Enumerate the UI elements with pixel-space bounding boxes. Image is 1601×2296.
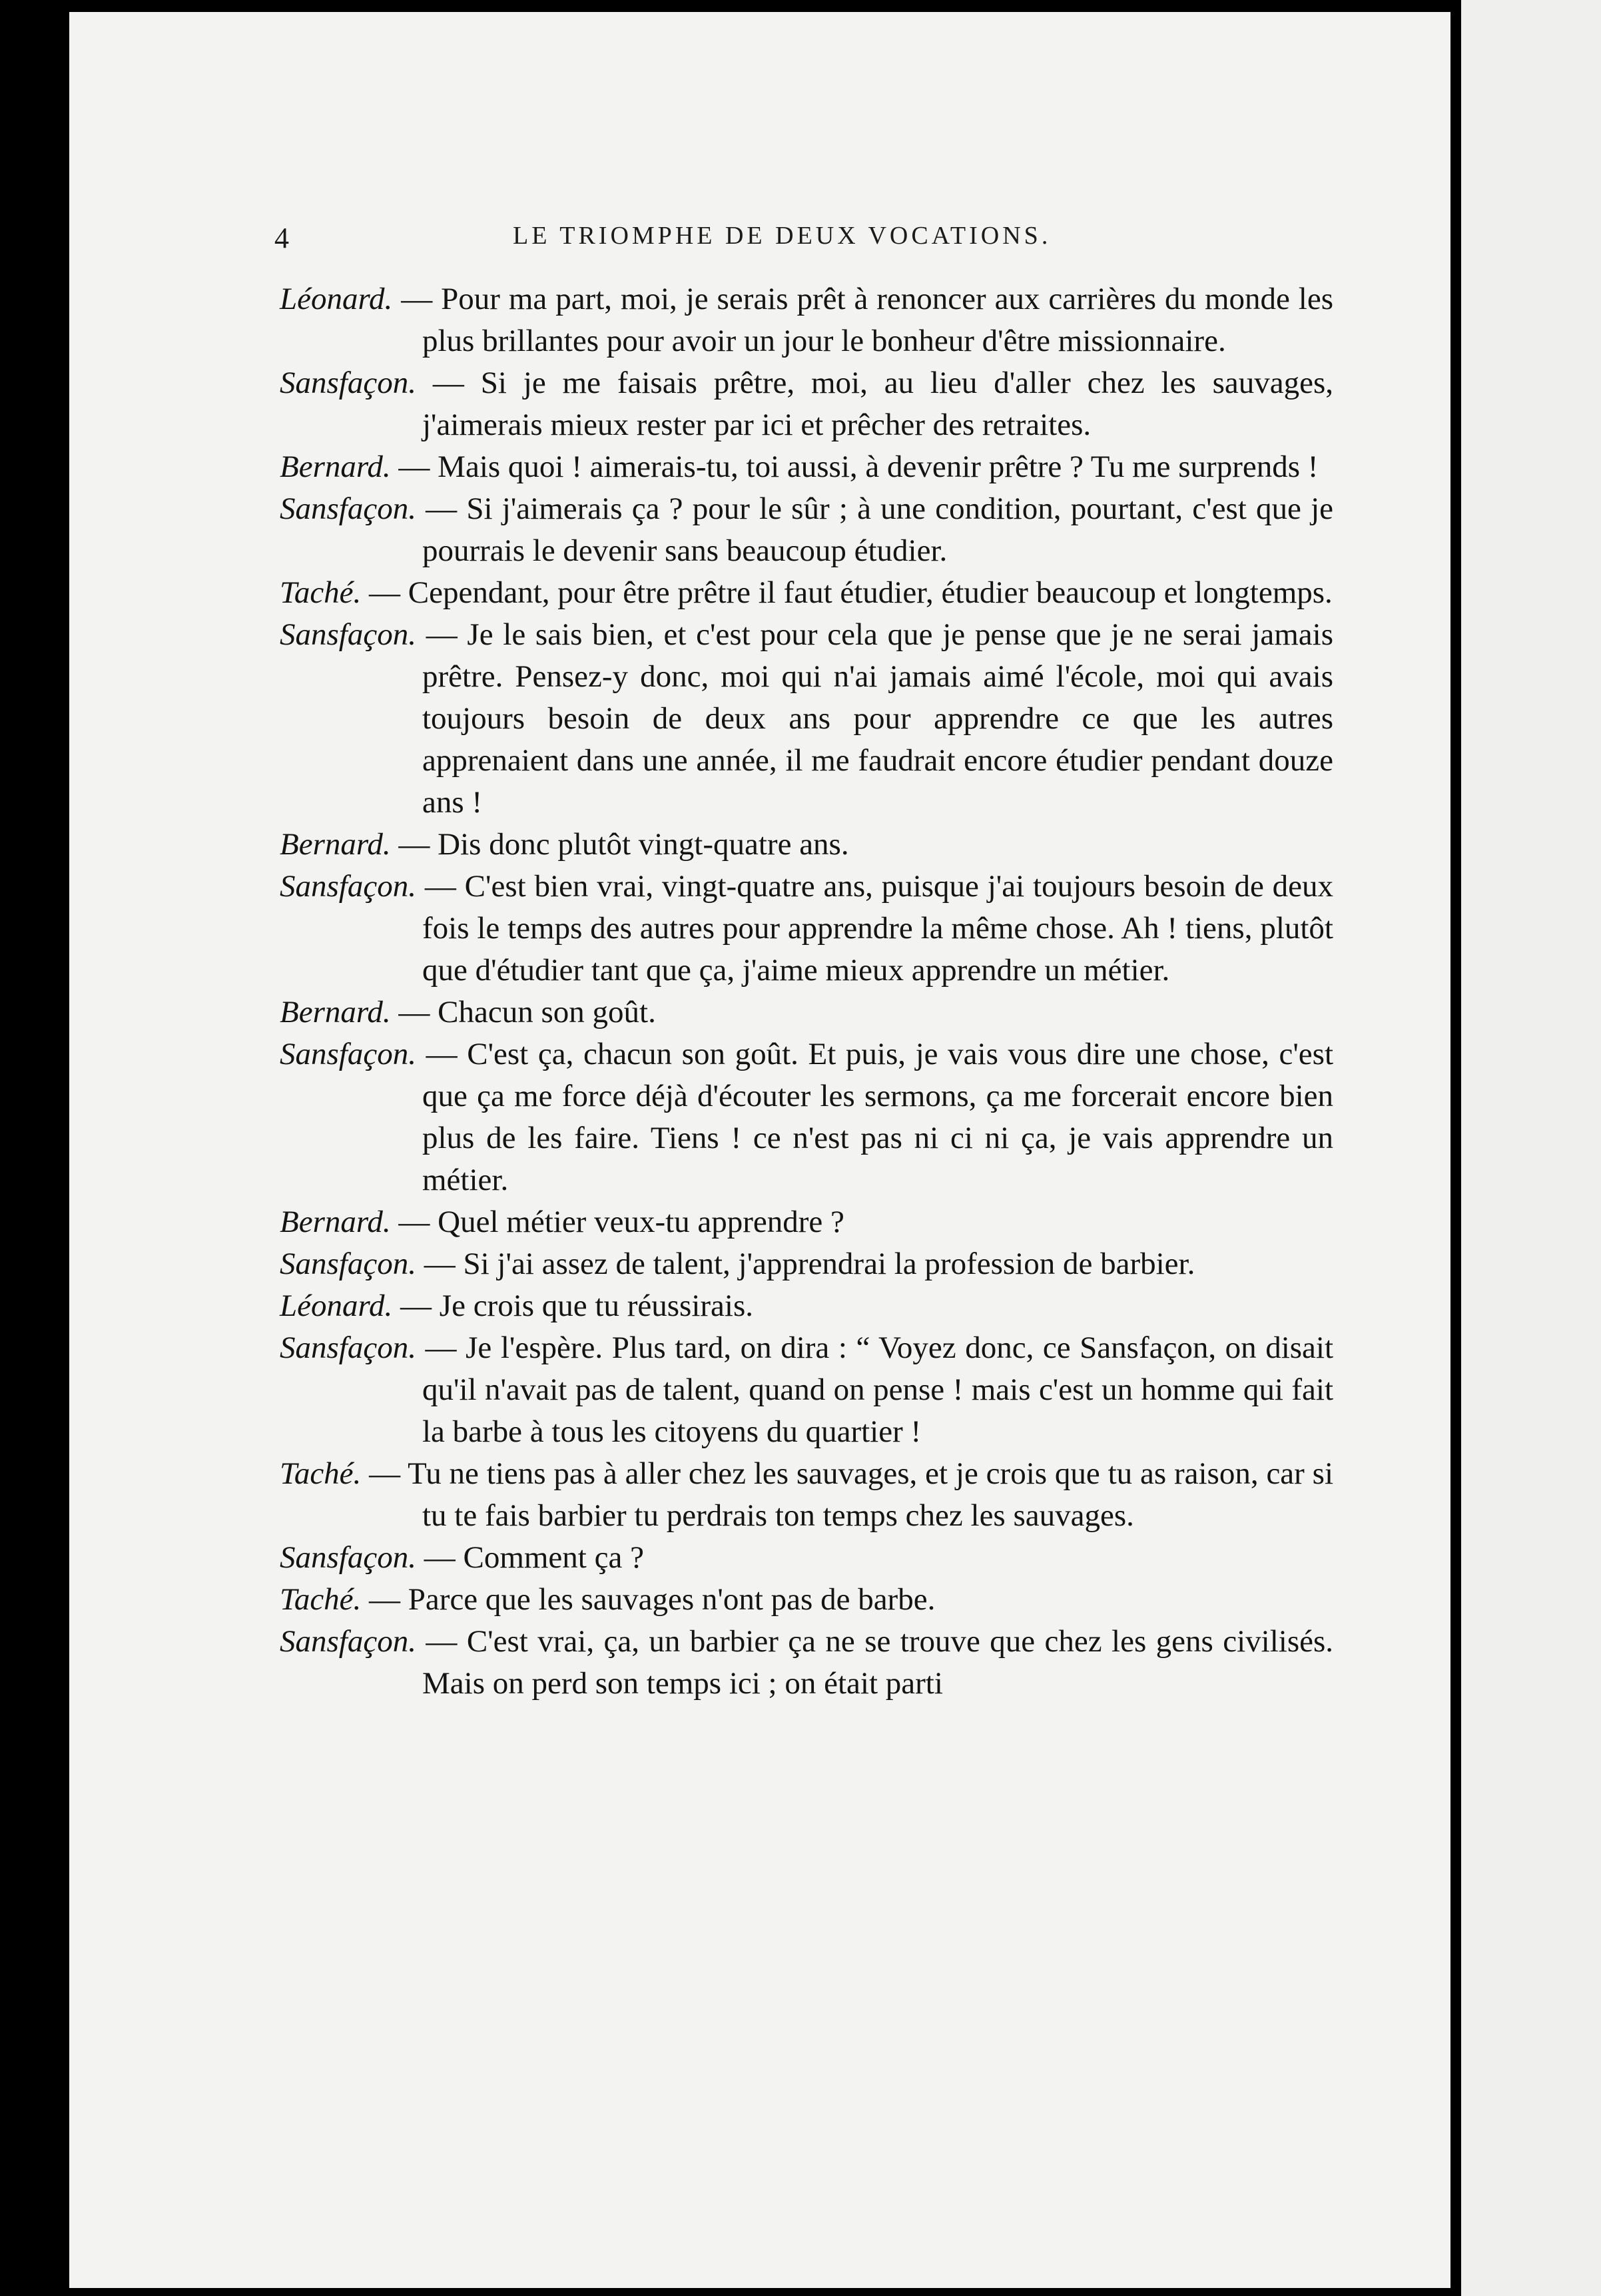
speaker-name: Sansfaçon. xyxy=(280,1624,416,1659)
dialogue-dash: — xyxy=(432,366,464,400)
speech-text: Je crois que tu réussirais. xyxy=(439,1289,753,1323)
dialogue-speech xyxy=(280,824,1333,866)
dialogue-speech xyxy=(280,992,1333,1033)
speaker-name: Sansfaçon. xyxy=(280,1330,416,1365)
dialogue-dash: — xyxy=(398,449,430,484)
dialogue-dash: — xyxy=(369,1456,401,1491)
dialogue-dash: — xyxy=(424,1247,456,1281)
speech-text: Comment ça ? xyxy=(463,1540,644,1575)
speech-text: Quel métier veux-tu apprendre ? xyxy=(438,1205,844,1239)
dialogue-speech xyxy=(280,1327,1333,1453)
dialogue-dash: — xyxy=(424,869,456,904)
speaker-name: Bernard. xyxy=(280,1205,391,1239)
speaker-name: Bernard. xyxy=(280,827,391,862)
speech-text: Cependant, pour être prêtre il faut étudier, étudier beaucoup et longtemps. xyxy=(408,575,1333,610)
speaker-name: Taché. xyxy=(280,1456,362,1491)
dialogue-dash: — xyxy=(369,1582,401,1617)
speaker-name: Sansfaçon. xyxy=(280,617,416,652)
dialogue-speech xyxy=(280,488,1333,572)
speech-text: C'est bien vrai, vingt-quatre ans, puisque j'ai toujours besoin de deux fois le temps des autres pour apprendre la même chose. Ah ! tiens, plutôt que d'étudier tant que ça, j'aime mieux apprendre un métier. xyxy=(422,869,1334,988)
dialogue-dash: — xyxy=(398,827,430,862)
dialogue-speech xyxy=(280,614,1333,824)
speech-text: Dis donc plutôt vingt-quatre ans. xyxy=(438,827,849,862)
speaker-name: Taché. xyxy=(280,1582,362,1617)
speaker-name: Sansfaçon. xyxy=(280,1540,416,1575)
speaker-name: Léonard. xyxy=(280,282,393,316)
speaker-name: Sansfaçon. xyxy=(280,869,416,904)
dialogue-dash: — xyxy=(401,282,433,316)
dialogue-dash: — xyxy=(424,1540,456,1575)
dialogue-speech xyxy=(280,1537,1333,1579)
speech-text: Si je me faisais prêtre, moi, au lieu d'aller chez les sauvages, j'aimerais mieux rester par ici et prêcher des retraites. xyxy=(422,366,1334,442)
speaker-name: Bernard. xyxy=(280,995,391,1029)
speech-text: Pour ma part, moi, je serais prêt à renoncer aux carrières du monde les plus brillantes pour avoir un jour le bonheur d'être missionnaire. xyxy=(422,282,1333,358)
dialogue-speech xyxy=(280,446,1333,488)
speaker-name: Taché. xyxy=(280,575,362,610)
speech-text: Si j'aimerais ça ? pour le sûr ; à une condition, pourtant, c'est que je pourrais le devenir sans beaucoup étudier. xyxy=(422,491,1333,568)
dialogue-speech xyxy=(280,278,1333,362)
dialogue-dash: — xyxy=(398,1205,430,1239)
speaker-name: Sansfaçon. xyxy=(280,366,416,400)
dialogue-dash: — xyxy=(369,575,401,610)
running-title: LE TRIOMPHE DE DEUX VOCATIONS. xyxy=(513,222,1052,250)
dialogue-speech xyxy=(280,1033,1333,1201)
dialogue-speech xyxy=(280,1453,1333,1537)
speech-text: Mais quoi ! aimerais-tu, toi aussi, à devenir prêtre ? Tu me surprends ! xyxy=(438,449,1319,484)
speaker-name: Bernard. xyxy=(280,449,391,484)
dialogue-speech xyxy=(280,1201,1333,1243)
dialogue-dash: — xyxy=(425,1330,457,1365)
speaker-name: Sansfaçon. xyxy=(280,1247,416,1281)
dialogue-speech xyxy=(280,572,1333,614)
dialogue-speech xyxy=(280,1621,1333,1705)
dialogue-speech xyxy=(280,1579,1333,1621)
speech-text: C'est vrai, ça, un barbier ça ne se trouve que chez les gens civilisés. Mais on perd son temps ici ; on était parti xyxy=(422,1624,1334,1701)
dialogue-dash: — xyxy=(426,1037,458,1071)
speaker-name: Sansfaçon. xyxy=(280,491,416,526)
speech-text: Chacun son goût. xyxy=(438,995,656,1029)
dialogue-speech xyxy=(280,1243,1333,1285)
dialogue-speech xyxy=(280,866,1333,992)
speech-text: Je l'espère. Plus tard, on dira : “ Voyez donc, ce Sansfaçon, on disait qu'il n'avait pas de talent, quand on pense ! mais c'est un homme qui fait la barbe à tous les citoyens du quartier ! xyxy=(422,1330,1334,1449)
speaker-name: Sansfaçon. xyxy=(280,1037,416,1071)
speech-text: Tu ne tiens pas à aller chez les sauvages, et je crois que tu as raison, car si tu te fais barbier tu perdrais ton temps chez les sauvages. xyxy=(408,1456,1334,1533)
dialogue-dash: — xyxy=(426,491,458,526)
speech-text: C'est ça, chacun son goût. Et puis, je vais vous dire une chose, c'est que ça me force déjà d'écouter les sermons, ça me forcerait encore bien plus de les faire. Tiens ! ce n'est pas ni ci ni ça, je vais apprendre un métier. xyxy=(422,1037,1333,1197)
speaker-name: Léonard. xyxy=(280,1289,393,1323)
speech-text: Je le sais bien, et c'est pour cela que je pense que je ne serai jamais prêtre. Pensez-y donc, moi qui n'ai jamais aimé l'école, moi qui avais toujours besoin de deux ans pour apprendre ce que les autres apprenaient dans une année, il me faudrait encore étudier pendant douze ans ! xyxy=(422,617,1333,820)
dialogue-dash: — xyxy=(426,1624,458,1659)
adjacent-page-edge xyxy=(1461,0,1601,2296)
dialogue-dash: — xyxy=(426,617,458,652)
dialogue-dash: — xyxy=(400,1289,432,1323)
dialogue-dash: — xyxy=(398,995,430,1029)
dialogue-body xyxy=(280,278,1333,1705)
speech-text: Si j'ai assez de talent, j'apprendrai la profession de barbier. xyxy=(463,1247,1195,1281)
dialogue-speech xyxy=(280,1285,1333,1327)
speech-text: Parce que les sauvages n'ont pas de barbe. xyxy=(408,1582,936,1617)
page-number: 4 xyxy=(274,222,289,254)
dialogue-speech xyxy=(280,362,1333,446)
